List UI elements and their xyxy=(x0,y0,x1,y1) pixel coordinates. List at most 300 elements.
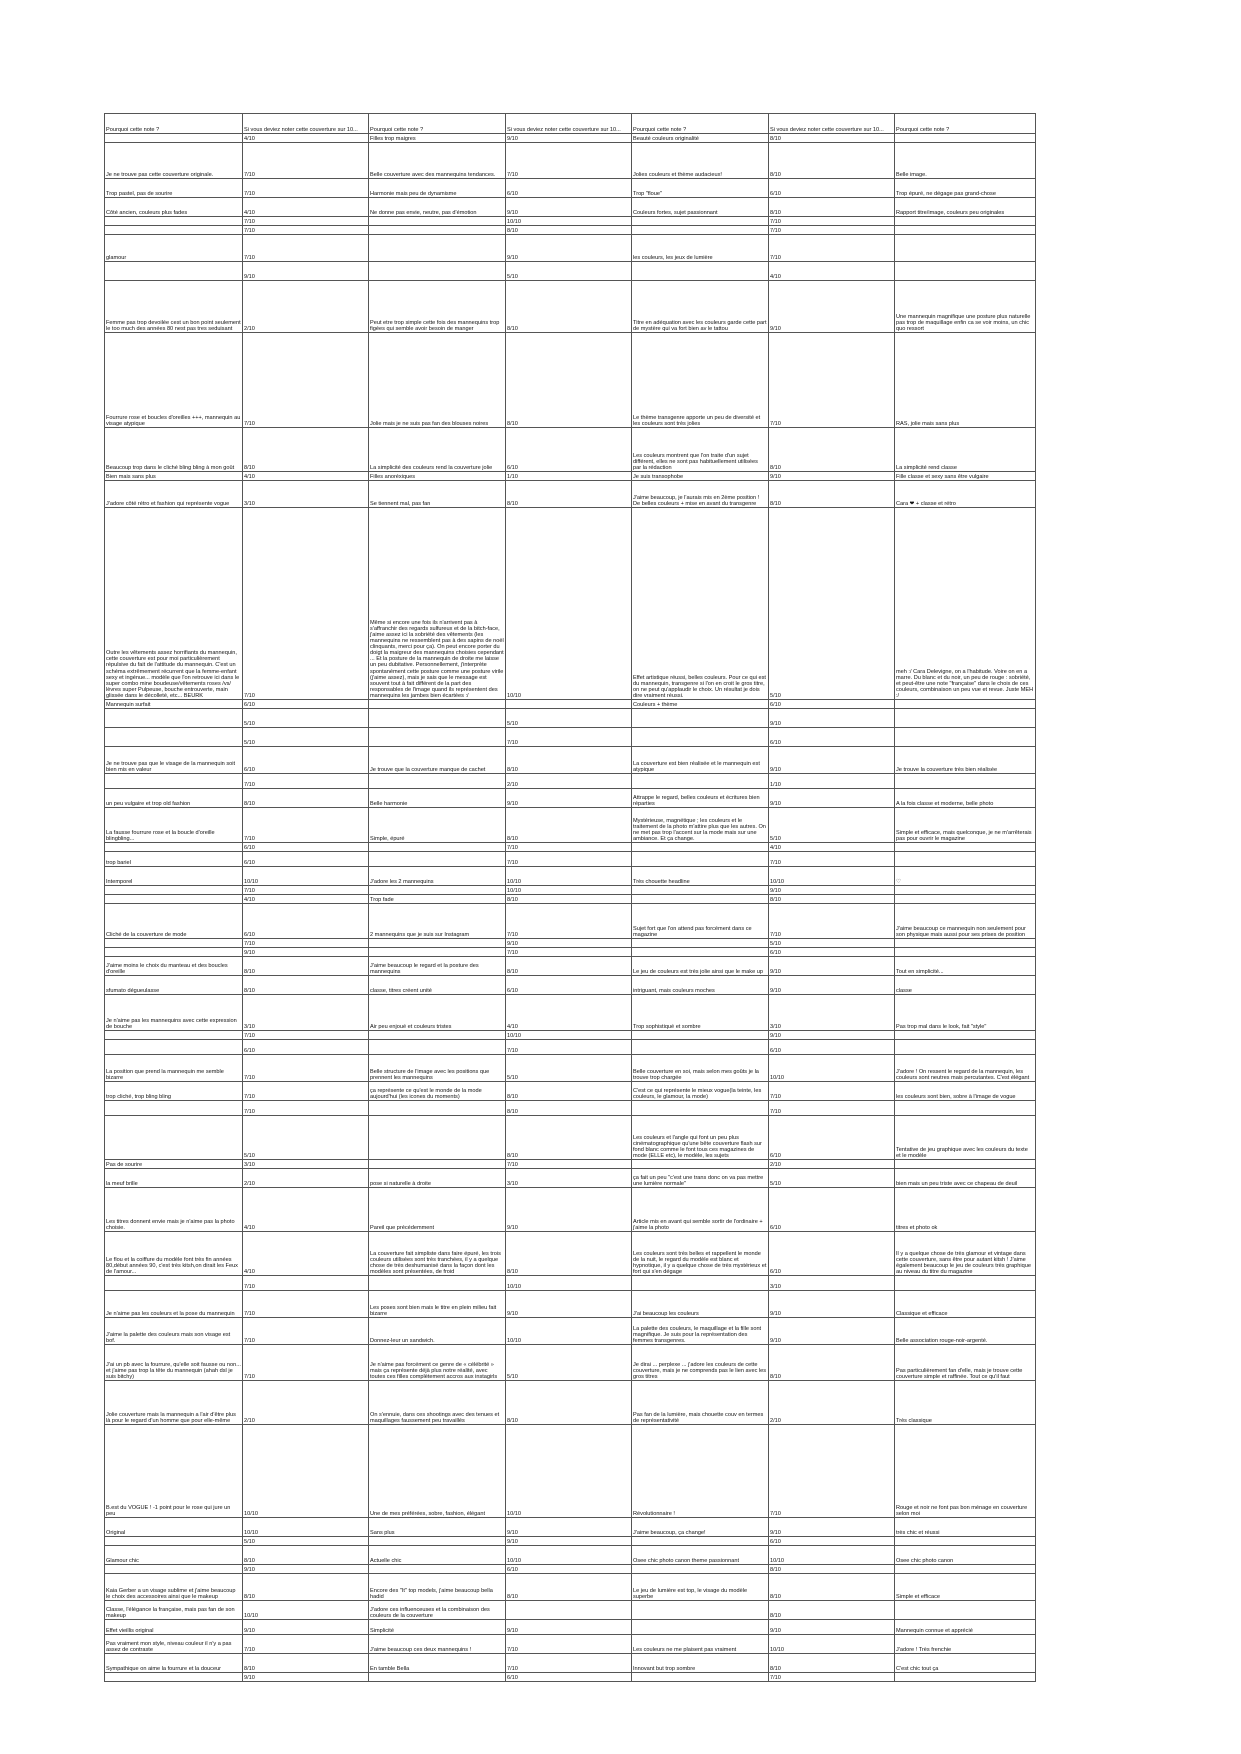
score-cell: 6/10 xyxy=(243,747,369,774)
comment-cell: Intemporel xyxy=(105,867,243,886)
score-cell: 8/10 xyxy=(769,481,895,508)
comment-cell xyxy=(895,262,1036,281)
comment-cell: J'ai un pb avec la fourrure, qu'elle soit fausse ou non... et j'aime pas trop la tête du mannequin (ahah dsl je suis bitchy) xyxy=(105,1345,243,1381)
comment-cell: Je n'aime pas les mannequins avec cette expression de bouche xyxy=(105,995,243,1031)
comment-cell xyxy=(632,852,769,867)
score-cell: 10/10 xyxy=(769,867,895,886)
score-cell: 7/10 xyxy=(506,728,632,747)
table-row xyxy=(105,948,1036,957)
score-cell: 2/10 xyxy=(243,1381,369,1425)
score-cell: 6/10 xyxy=(769,1116,895,1160)
comment-cell: Tout en simplicité... xyxy=(895,957,1036,976)
comment-cell: Pas de sourire xyxy=(105,1160,243,1169)
table-row xyxy=(105,976,1036,995)
comment-cell xyxy=(895,1276,1036,1291)
comment-cell: Les couleurs montrent que l'on traite d'un sujet différent, elles ne sont pas habituellement utilisées par la rédaction xyxy=(632,428,769,472)
score-cell: 4/10 xyxy=(243,472,369,481)
comment-cell xyxy=(632,262,769,281)
table-row xyxy=(105,217,1036,226)
comment-cell: Très chouette headline xyxy=(632,867,769,886)
comment-cell: Jolies couleurs et thème audacieux! xyxy=(632,143,769,179)
table-row xyxy=(105,808,1036,843)
score-cell: 9/10 xyxy=(769,709,895,728)
score-cell: 8/10 xyxy=(769,134,895,143)
comment-cell: Je ne trouve pas cette couverture originale. xyxy=(105,143,243,179)
comment-cell xyxy=(369,1673,506,1682)
comment-cell xyxy=(895,1537,1036,1546)
comment-cell xyxy=(632,1537,769,1546)
comment-cell: J'adore ! On ressent le regard de la mannequin, les couleurs sont neutres mais percutantes. C'est élégant xyxy=(895,1055,1036,1082)
comment-cell: Attrappe le regard, belles couleurs et écritures bien réparties xyxy=(632,789,769,808)
comment-cell xyxy=(105,1031,243,1040)
comment-cell xyxy=(105,226,243,235)
score-cell: 6/10 xyxy=(243,852,369,867)
comment-cell: Pas vraiment mon style, niveau couleur il n'y a pas assez de contraste xyxy=(105,1635,243,1654)
score-cell: 5/10 xyxy=(769,508,895,700)
comment-cell xyxy=(895,852,1036,867)
score-cell: 6/10 xyxy=(769,700,895,709)
comment-cell: Innovant but trop sombre xyxy=(632,1654,769,1673)
score-cell: 7/10 xyxy=(506,143,632,179)
table-row xyxy=(105,1381,1036,1425)
spreadsheet-page xyxy=(104,113,1035,1682)
comment-cell: Les couleurs sont très belles et rappellent le monde de la nuit, le regard du modèle est blanc et hypnotique, il y a quelque chose de très mystérieux et fort qui s'en dégage xyxy=(632,1232,769,1276)
score-cell: 5/10 xyxy=(769,939,895,948)
comment-cell xyxy=(105,134,243,143)
comment-cell: intriguant, mais couleurs moches xyxy=(632,976,769,995)
table-row xyxy=(105,1169,1036,1188)
score-cell: 6/10 xyxy=(506,976,632,995)
comment-cell xyxy=(632,1031,769,1040)
comment-cell: Fourrure rose et boucles d'oreilles +++, mannequin au visage atypique xyxy=(105,333,243,428)
table-row xyxy=(105,747,1036,774)
score-cell: 9/10 xyxy=(506,789,632,808)
comment-cell: Pas trop mal dans le look, fait "style" xyxy=(895,995,1036,1031)
comment-cell xyxy=(895,1601,1036,1620)
comment-cell: J'adore les 2 mannequins xyxy=(369,867,506,886)
comment-cell xyxy=(369,728,506,747)
score-cell: 9/10 xyxy=(769,1518,895,1537)
comment-cell: Osee chic photo canon theme passionnant xyxy=(632,1546,769,1565)
comment-cell: En tamble Bella xyxy=(369,1654,506,1673)
comment-cell: classe xyxy=(895,976,1036,995)
score-cell: 7/10 xyxy=(243,886,369,895)
comment-cell: Mystérieuse, magnétique ; les couleurs et le traitement de la photo m'attire plus que les autres. On ne met pas trop l'accent sur la mode mais sur une ambiance. Et ça change. xyxy=(632,808,769,843)
table-row xyxy=(105,333,1036,428)
score-cell: 5/10 xyxy=(506,1345,632,1381)
comment-cell: très chic et réussi xyxy=(895,1518,1036,1537)
comment-cell xyxy=(895,709,1036,728)
score-cell: 9/10 xyxy=(243,948,369,957)
comment-cell: La simplicité des couleurs rend la couverture jolie xyxy=(369,428,506,472)
comment-cell xyxy=(105,843,243,852)
comment-cell xyxy=(632,1565,769,1574)
comment-cell: la meuf brille xyxy=(105,1169,243,1188)
comment-cell xyxy=(632,939,769,948)
comment-cell: Harmonie mais peu de dynamisme xyxy=(369,179,506,198)
score-cell: 7/10 xyxy=(243,1291,369,1318)
score-cell: 6/10 xyxy=(243,700,369,709)
comment-cell xyxy=(369,700,506,709)
comment-cell xyxy=(632,886,769,895)
header-row xyxy=(105,114,1036,134)
score-cell: 6/10 xyxy=(769,948,895,957)
table-row xyxy=(105,1040,1036,1055)
table-body xyxy=(105,134,1036,1682)
score-cell: 5/10 xyxy=(243,1116,369,1160)
comment-cell: Couleurs + thème xyxy=(632,700,769,709)
score-cell: 9/10 xyxy=(769,1318,895,1345)
comment-cell: Simple et efficace xyxy=(895,1574,1036,1601)
comment-cell xyxy=(895,886,1036,895)
score-cell: 5/10 xyxy=(243,1537,369,1546)
comment-cell: Simple, épuré xyxy=(369,808,506,843)
comment-cell xyxy=(105,948,243,957)
score-cell: 7/10 xyxy=(243,1318,369,1345)
comment-cell: C'est chic tout ça xyxy=(895,1654,1036,1673)
comment-cell: Je ne trouve pas que le visage de la mannequin soit bien mis en valeur xyxy=(105,747,243,774)
score-cell: 7/10 xyxy=(243,1055,369,1082)
table-row xyxy=(105,262,1036,281)
table-row xyxy=(105,789,1036,808)
comment-cell: Belle image. xyxy=(895,143,1036,179)
comment-cell: RAS, jolie mais sans plus xyxy=(895,333,1036,428)
score-cell: 9/10 xyxy=(769,1620,895,1635)
comment-cell: Classique et efficace xyxy=(895,1291,1036,1318)
table-row xyxy=(105,1635,1036,1654)
comment-cell xyxy=(105,1565,243,1574)
score-cell: 5/10 xyxy=(506,1055,632,1082)
comment-cell: Glamour chic xyxy=(105,1546,243,1565)
comment-cell xyxy=(369,886,506,895)
comment-cell xyxy=(105,1101,243,1116)
comment-cell xyxy=(895,843,1036,852)
comment-cell: Sans plus xyxy=(369,1518,506,1537)
score-cell: 8/10 xyxy=(243,789,369,808)
comment-cell xyxy=(632,1673,769,1682)
comment-cell xyxy=(895,134,1036,143)
score-cell: 5/10 xyxy=(243,728,369,747)
comment-cell: bien mais un peu triste avec ce chapeau de deuil xyxy=(895,1169,1036,1188)
score-cell: 10/10 xyxy=(506,867,632,886)
comment-cell: Le jeu de lumière est top, le visage du modèle superbe xyxy=(632,1574,769,1601)
score-cell: 7/10 xyxy=(506,1635,632,1654)
score-cell: 8/10 xyxy=(769,1565,895,1574)
table-row xyxy=(105,939,1036,948)
comment-cell xyxy=(895,235,1036,262)
comment-cell: La palette des couleurs, le maquillage et la fille sont magnifique. Je suis pour la représentation des femmes transgenres. xyxy=(632,1318,769,1345)
score-cell: 10/10 xyxy=(506,508,632,700)
table-row xyxy=(105,1518,1036,1537)
score-cell: 9/10 xyxy=(506,939,632,948)
comment-cell: Trop fade xyxy=(369,895,506,904)
score-cell: 7/10 xyxy=(243,939,369,948)
comment-cell: Trop "floue" xyxy=(632,179,769,198)
comment-cell: J'aime beaucoup ce mannequin non seulement pour son physique mais aussi pour ses prises de position xyxy=(895,904,1036,939)
comment-cell: les couleurs sont bien, sobre à l'image de vogue xyxy=(895,1082,1036,1101)
comment-cell xyxy=(632,1040,769,1055)
comment-cell: sfumato dégueulasse xyxy=(105,976,243,995)
comment-cell: Effet artistique réussi, belles couleurs. Pour ce qui est du mannequin, transgenre si l'on en croit le gros titre, on ne peut qu'applaudir le choix. Un résultat je dois dire vraiment réussi. xyxy=(632,508,769,700)
score-cell: 5/10 xyxy=(769,1169,895,1188)
comment-cell xyxy=(369,1565,506,1574)
table-row xyxy=(105,143,1036,179)
comment-cell: Pas particulièrement fan d'elle, mais je trouve cette couverture simple et raffinée. Tout ce qu'il faut xyxy=(895,1345,1036,1381)
score-cell: 9/10 xyxy=(506,1188,632,1232)
comment-cell xyxy=(632,217,769,226)
comment-cell: C'est ce qui représente le mieux vogue(la teinte, les couleurs, le glamour, la mode) xyxy=(632,1082,769,1101)
table-row xyxy=(105,1031,1036,1040)
score-cell: 9/10 xyxy=(506,1518,632,1537)
table-row xyxy=(105,1565,1036,1574)
comment-cell: les couleurs, les jeux de lumière xyxy=(632,235,769,262)
comment-cell: Belle structure de l'image avec les positions que prennent les mannequins xyxy=(369,1055,506,1082)
comment-cell: La simplicité rend classe xyxy=(895,428,1036,472)
comment-cell xyxy=(369,1116,506,1160)
comment-cell xyxy=(105,1537,243,1546)
score-cell: 8/10 xyxy=(506,1574,632,1601)
table-row xyxy=(105,895,1036,904)
comment-cell: ça représente ce qu'est le monde de la mode aujourd'hui (les icones du moments) xyxy=(369,1082,506,1101)
score-cell: 10/10 xyxy=(243,1601,369,1620)
table-row xyxy=(105,843,1036,852)
score-cell: 9/10 xyxy=(769,789,895,808)
comment-cell xyxy=(105,939,243,948)
comment-cell: trop cliché, trop bling bling xyxy=(105,1082,243,1101)
comment-cell xyxy=(105,895,243,904)
score-cell: 3/10 xyxy=(243,481,369,508)
score-cell: 8/10 xyxy=(769,143,895,179)
score-cell: 10/10 xyxy=(506,1546,632,1565)
score-cell: 6/10 xyxy=(243,843,369,852)
comment-cell: Sympathique on aime la fourrure et la douceur xyxy=(105,1654,243,1673)
comment-cell xyxy=(369,1101,506,1116)
table-row xyxy=(105,1601,1036,1620)
column-header: Si vous deviez noter cette couverture sur 10... xyxy=(243,114,369,134)
score-cell: 10/10 xyxy=(506,1031,632,1040)
table-row xyxy=(105,179,1036,198)
score-cell: 9/10 xyxy=(769,957,895,976)
score-cell: 9/10 xyxy=(506,134,632,143)
comment-cell: trop bariel xyxy=(105,852,243,867)
comment-cell xyxy=(632,1160,769,1169)
comment-cell xyxy=(369,1160,506,1169)
score-cell: 3/10 xyxy=(243,1160,369,1169)
comment-cell: Article mis en avant qui semble sortir de l'ordinaire + j'aime la photo xyxy=(632,1188,769,1232)
comment-cell: A la fois classe et moderne, belle photo xyxy=(895,789,1036,808)
comment-cell: Pas fan de la lumière, mais chouette couv en termes de représentativité xyxy=(632,1381,769,1425)
comment-cell: B.est du VOGUE ! -1 point pour le rose qui jure un peu xyxy=(105,1425,243,1518)
score-cell: 8/10 xyxy=(769,1654,895,1673)
score-cell: 2/10 xyxy=(769,1381,895,1425)
comment-cell: Les couleurs ne me plaisent pas vraiment xyxy=(632,1635,769,1654)
score-cell: 9/10 xyxy=(506,1291,632,1318)
comment-cell: Air peu enjoué et couleurs tristes xyxy=(369,995,506,1031)
score-cell: 1/10 xyxy=(769,774,895,789)
table-row xyxy=(105,1318,1036,1345)
table-row xyxy=(105,1673,1036,1682)
comment-cell xyxy=(895,774,1036,789)
score-cell: 9/10 xyxy=(506,235,632,262)
comment-cell xyxy=(105,1673,243,1682)
table-row xyxy=(105,886,1036,895)
table-row xyxy=(105,1082,1036,1101)
comment-cell xyxy=(632,1101,769,1116)
comment-cell: Trop sophistiqué et sombre xyxy=(632,995,769,1031)
score-cell: 7/10 xyxy=(506,1040,632,1055)
score-cell: 8/10 xyxy=(769,895,895,904)
comment-cell: J'adore ces influenceuses et la combinaison des couleurs de la couverture xyxy=(369,1601,506,1620)
comment-cell xyxy=(895,1040,1036,1055)
score-cell: 8/10 xyxy=(243,957,369,976)
table-row xyxy=(105,235,1036,262)
comment-cell: Outre les vêtements assez horrifiants du mannequin, cette couverture est pour moi particulièrement répulsive du fait de l'attitude du mannequin. C'est un schéma extrêmement récurrent que la femme-enfant sexy et ingénue... modèle que l'on retrouve ici dans le super combo mine boudeuse/vêtements roses /vs/ lèvres super Pulpeuse, bouche entrouverte, main glissée dans le décolleté, etc... BEURK xyxy=(105,508,243,700)
table-row xyxy=(105,709,1036,728)
comment-cell: On s'ennuie, dans ces shootings avec des tenues et maquillages faussement peu travaillés xyxy=(369,1381,506,1425)
comment-cell: Osee chic photo canon xyxy=(895,1546,1036,1565)
comment-cell: Classe, l'élégance la française, mais pas fan de son makeup xyxy=(105,1601,243,1620)
score-cell: 9/10 xyxy=(506,1620,632,1635)
comment-cell: ça fait un peu "c'est une trans donc on va pas mettre une lumière normale" xyxy=(632,1169,769,1188)
score-cell: 2/10 xyxy=(243,1169,369,1188)
score-cell: 9/10 xyxy=(769,976,895,995)
comment-cell xyxy=(632,948,769,957)
score-cell: 7/10 xyxy=(769,226,895,235)
score-cell: 7/10 xyxy=(243,774,369,789)
comment-cell xyxy=(895,939,1036,948)
comment-cell xyxy=(895,1565,1036,1574)
score-cell: 8/10 xyxy=(243,976,369,995)
table-row xyxy=(105,774,1036,789)
comment-cell: J'aime la palette des couleurs mais son visage est bof. xyxy=(105,1318,243,1345)
score-cell: 8/10 xyxy=(506,747,632,774)
survey-table xyxy=(104,113,1036,1682)
comment-cell: Je trouve que la couverture manque de cachet xyxy=(369,747,506,774)
comment-cell: Le thème transgenre apporte un peu de diversité et les couleurs sont très jolies xyxy=(632,333,769,428)
score-cell: 6/10 xyxy=(769,1232,895,1276)
score-cell: 6/10 xyxy=(769,179,895,198)
comment-cell: J'aime beaucoup ces deux mannequins ! xyxy=(369,1635,506,1654)
comment-cell xyxy=(105,886,243,895)
score-cell: 8/10 xyxy=(506,957,632,976)
table-row xyxy=(105,472,1036,481)
comment-cell: Belle couverture en soi, mais selon mes goûts je la trouve trop chargée xyxy=(632,1055,769,1082)
comment-cell: Je suis transophobe xyxy=(632,472,769,481)
table-row xyxy=(105,281,1036,333)
score-cell: 9/10 xyxy=(243,262,369,281)
table-row xyxy=(105,1425,1036,1518)
comment-cell: Filles trop maigres xyxy=(369,134,506,143)
score-cell: 9/10 xyxy=(769,1031,895,1040)
score-cell: 7/10 xyxy=(243,333,369,428)
score-cell: 7/10 xyxy=(769,1101,895,1116)
score-cell xyxy=(506,1601,632,1620)
score-cell: 8/10 xyxy=(769,428,895,472)
score-cell: 10/10 xyxy=(506,1276,632,1291)
table-row xyxy=(105,700,1036,709)
score-cell: 7/10 xyxy=(243,808,369,843)
score-cell xyxy=(506,700,632,709)
score-cell: 8/10 xyxy=(769,198,895,217)
column-header: Pourquoi cette note ? xyxy=(369,114,506,134)
score-cell: 3/10 xyxy=(769,995,895,1031)
comment-cell xyxy=(895,948,1036,957)
comment-cell: J'ai beaucoup les couleurs xyxy=(632,1291,769,1318)
score-cell: 9/10 xyxy=(769,886,895,895)
score-cell: 8/10 xyxy=(506,1381,632,1425)
column-header: Pourquoi cette note ? xyxy=(632,114,769,134)
score-cell: 8/10 xyxy=(506,808,632,843)
score-cell: 6/10 xyxy=(243,1040,369,1055)
table-row xyxy=(105,1276,1036,1291)
score-cell: 10/10 xyxy=(769,1635,895,1654)
score-cell: 7/10 xyxy=(243,235,369,262)
score-cell: 7/10 xyxy=(243,226,369,235)
score-cell: 7/10 xyxy=(506,843,632,852)
score-cell: 4/10 xyxy=(243,1188,369,1232)
score-cell: 7/10 xyxy=(243,217,369,226)
comment-cell xyxy=(369,843,506,852)
comment-cell: Jolie mais je ne suis pas fan des blouses noires xyxy=(369,333,506,428)
table-row xyxy=(105,198,1036,217)
column-header: Si vous deviez noter cette couverture sur 10... xyxy=(506,114,632,134)
comment-cell: Couleurs fortes, sujet passionnant xyxy=(632,198,769,217)
score-cell: 4/10 xyxy=(243,134,369,143)
comment-cell: Les poses sont bien mais le titre en plein milieu fait bizarre xyxy=(369,1291,506,1318)
score-cell: 3/10 xyxy=(243,995,369,1031)
table-row xyxy=(105,1546,1036,1565)
comment-cell xyxy=(105,262,243,281)
comment-cell xyxy=(895,1673,1036,1682)
comment-cell xyxy=(105,728,243,747)
score-cell: 7/10 xyxy=(243,1082,369,1101)
comment-cell: Cliché de la couverture de mode xyxy=(105,904,243,939)
score-cell: 7/10 xyxy=(243,1276,369,1291)
comment-cell: Pareil que précédemment xyxy=(369,1188,506,1232)
score-cell: 5/10 xyxy=(506,262,632,281)
score-cell: 7/10 xyxy=(769,1673,895,1682)
comment-cell: Rapport titre/image, couleurs peu originales xyxy=(895,198,1036,217)
score-cell: 8/10 xyxy=(506,226,632,235)
score-cell: 4/10 xyxy=(243,198,369,217)
score-cell: 9/10 xyxy=(769,281,895,333)
table-row xyxy=(105,904,1036,939)
score-cell: 8/10 xyxy=(769,1574,895,1601)
score-cell: 7/10 xyxy=(769,235,895,262)
comment-cell: Peut etre trop simple cette fois des mannequins trop figées qui semble avoir besoin de manger xyxy=(369,281,506,333)
score-cell: 8/10 xyxy=(506,1082,632,1101)
comment-cell: titres et photo ok xyxy=(895,1188,1036,1232)
comment-cell xyxy=(369,852,506,867)
comment-cell: Mannequin connue et apprécié xyxy=(895,1620,1036,1635)
comment-cell: Révolutionnaire ! xyxy=(632,1425,769,1518)
comment-cell: J'aime beaucoup, ça change! xyxy=(632,1518,769,1537)
score-cell: 10/10 xyxy=(506,217,632,226)
score-cell: 7/10 xyxy=(769,333,895,428)
score-cell: 6/10 xyxy=(769,728,895,747)
comment-cell xyxy=(369,262,506,281)
score-cell: 10/10 xyxy=(506,1318,632,1345)
comment-cell xyxy=(895,700,1036,709)
comment-cell: J'adore ! Très frenchie xyxy=(895,1635,1036,1654)
comment-cell: Filles anoréxiques xyxy=(369,472,506,481)
comment-cell xyxy=(369,948,506,957)
comment-cell xyxy=(369,1276,506,1291)
comment-cell xyxy=(105,1276,243,1291)
score-cell: 2/10 xyxy=(243,281,369,333)
score-cell: 6/10 xyxy=(243,904,369,939)
score-cell: 10/10 xyxy=(243,1518,369,1537)
